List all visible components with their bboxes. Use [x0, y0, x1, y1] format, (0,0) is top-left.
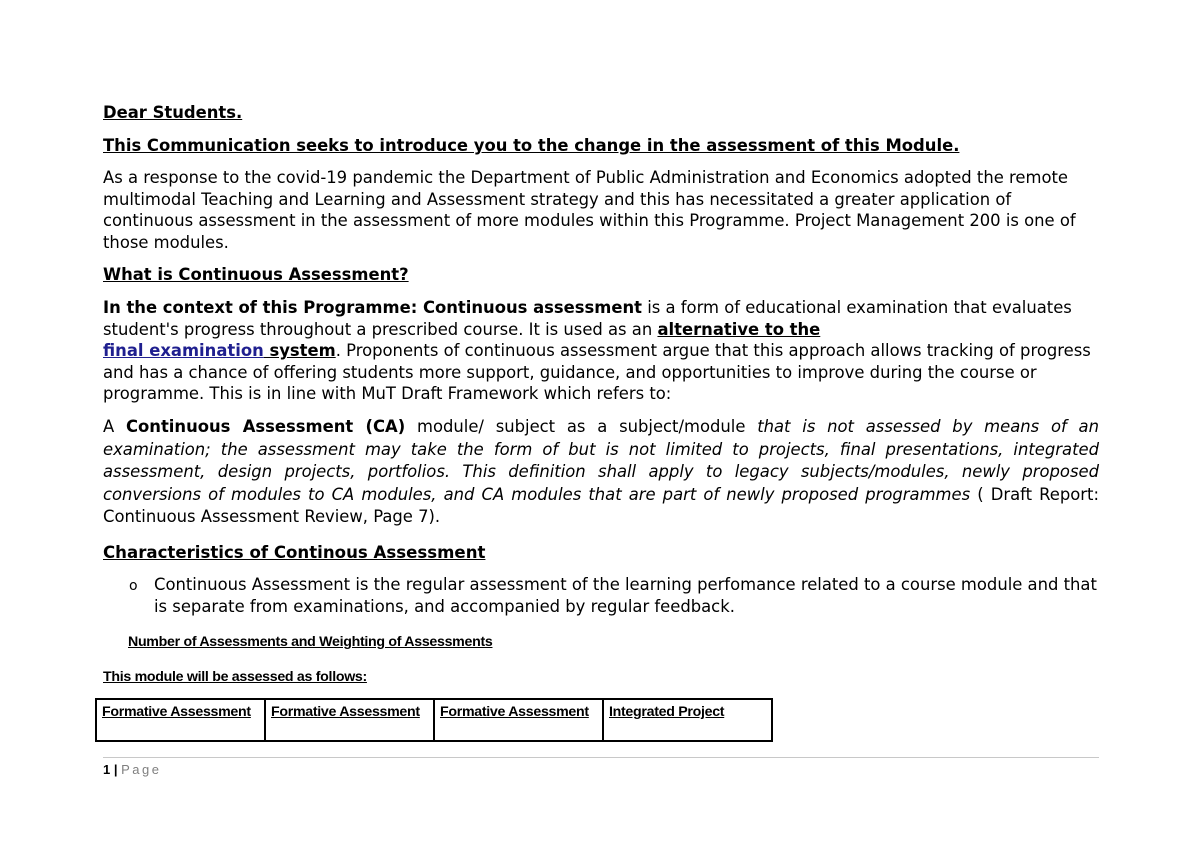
- definition-system: system: [263, 341, 336, 361]
- footer-separator: |: [113, 762, 118, 777]
- final-examination-link[interactable]: final examination: [103, 341, 264, 361]
- definition-text-2: . Proponents of continuous assessment argue that this approach allows tracking of progress and has a chance of offering students more support, guidance, and opportunities to improve during the course or programme. This is in line with MuT Draft Framework which refers to:: [103, 341, 1091, 404]
- definition-alternative: alternative to the: [657, 319, 821, 339]
- bullet-marker: o: [129, 578, 138, 594]
- definition-paragraph: [103, 297, 1099, 405]
- what-heading: What is Continuous Assessment?: [103, 265, 409, 284]
- characteristics-heading: Characteristics of Continous Assessment: [103, 543, 486, 562]
- table-cell: [265, 699, 434, 741]
- ca-quote-definition: that is not assessed by means of an examination; the assessment may take the form of but is not limited to projects, final presentations, integrated assessment, design projects, portfolios. This definition shall apply to legacy subjects/modules, newly proposed conversions of modules to CA modules, and CA modules that are part of newly proposed programmes: [103, 417, 1099, 504]
- ca-quote-plain: module/ subject as a subject/module: [405, 417, 758, 436]
- cell-text: Formative Assessment: [271, 704, 420, 720]
- definition-lead: In the context of this Programme: Continuous assessment: [103, 298, 643, 317]
- intro-paragraph: As a response to the covid-19 pandemic the Department of Public Administration and Economics adopted the remote multimodal Teaching and Learning and Assessment strategy and this has necessitated a greater application of continuous assessment in the assessment of more modules within this Programme. Project Management 200 is one of those modules.: [103, 168, 1076, 252]
- page-number: 1: [103, 762, 111, 777]
- salutation: Dear Students.: [103, 103, 243, 122]
- cell-text: Integrated Project: [609, 704, 725, 720]
- ca-quote-citation: ( Draft Report: Continuous Assessment Review, Page 7).: [103, 484, 1099, 527]
- table-row: [96, 699, 772, 741]
- intro-heading: This Communication seeks to introduce you to the change in the assessment of this Module.: [103, 136, 960, 155]
- page-footer: [103, 762, 162, 777]
- cell-text: Formative Assessment: [102, 704, 251, 720]
- bullet-text: Continuous Assessment is the regular assessment of the learning perfomance related to a course module and that is separate from examinations, and accompanied by regular feedback.: [154, 575, 1097, 616]
- ca-quote-term: Continuous Assessment (CA): [126, 417, 406, 436]
- table-cell: [434, 699, 603, 741]
- page-label: Page: [121, 762, 162, 777]
- assessed-heading: This module will be assessed as follows:: [103, 669, 367, 685]
- cell-text: Formative Assessment: [440, 704, 589, 720]
- ca-quote-a: A: [103, 417, 126, 436]
- table-cell: [603, 699, 772, 741]
- table-cell: [96, 699, 265, 741]
- footer-divider: [103, 757, 1099, 758]
- number-heading: Number of Assessments and Weighting of Assessments: [128, 634, 493, 650]
- definition-text-1: is a form of educational examination that evaluates student's progress throughout a prescribed course. It is used as an: [103, 298, 1072, 339]
- ca-quote-paragraph: [103, 416, 1099, 529]
- assessment-table: [95, 698, 773, 742]
